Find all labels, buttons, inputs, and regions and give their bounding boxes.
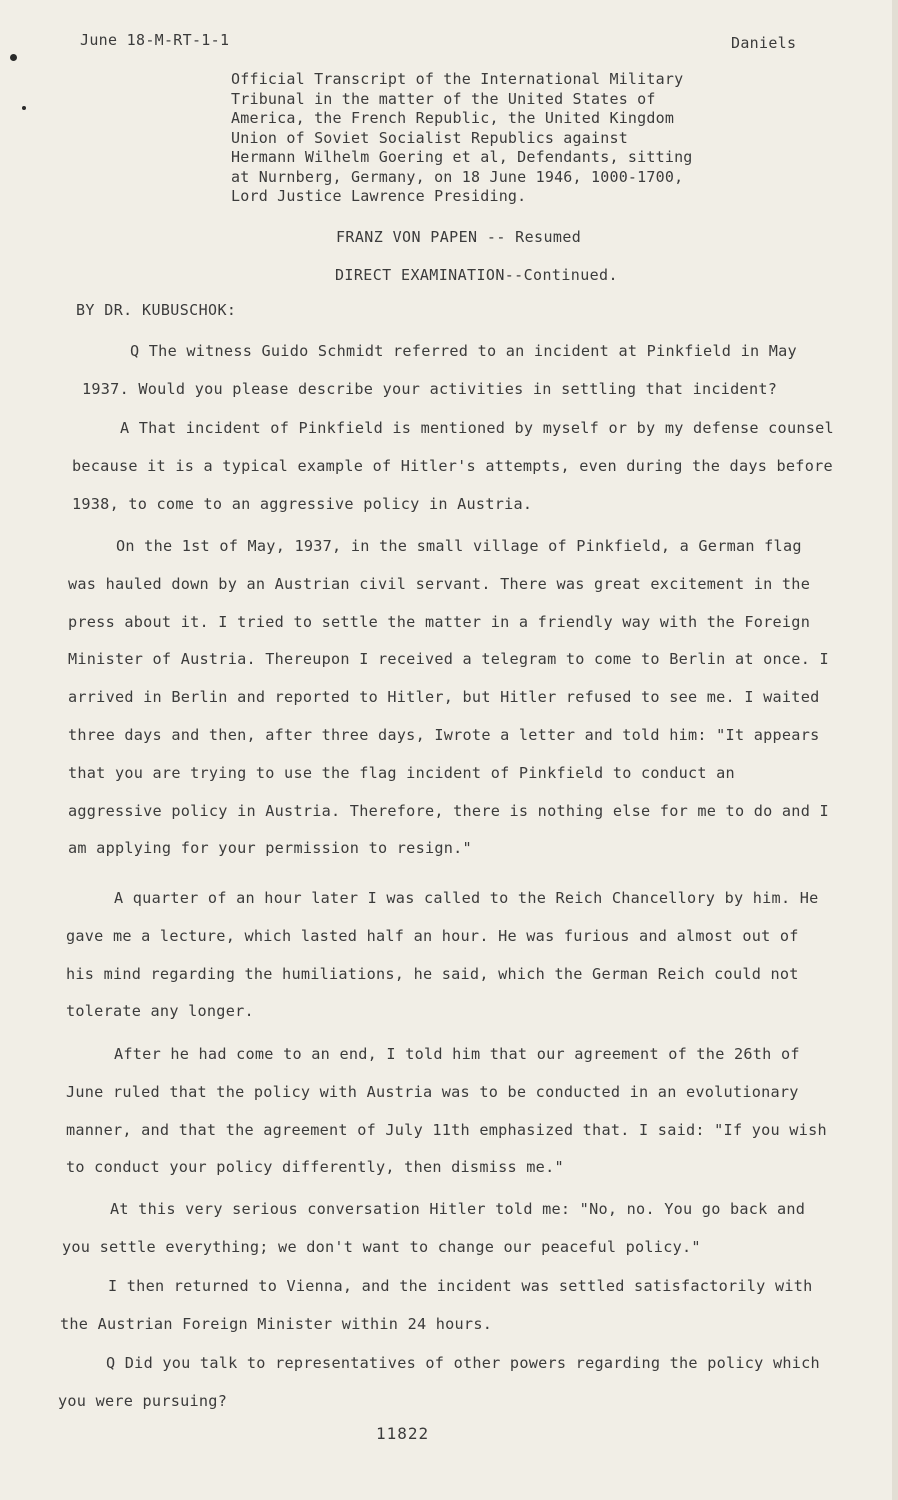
- answer-paragraph: On the 1st of May, 1937, in the small village of Pinkfield, a German flag was hauled down by an Austrian civil servant. There was great excitement in the press about it. I tried to settle the matter in a friendly way with the Foreign Minister of Austria. Thereupon I received a telegram to come to Berlin at once. I arrived in Berlin and reported to Hitler, but Hitler refused to see me. I waited three days and then, after three days, Iwrote a letter and told him: "It appears that you are trying to use the flag incident of Pinkfield to conduct an aggressive policy in Austria. Therefore, there is nothing else for me to do and I am applying for your permission to resign.": [68, 537, 829, 858]
- examiner-line: BY DR. KUBUSCHOK:: [76, 301, 237, 319]
- witness-line: FRANZ VON PAPEN -- Resumed: [336, 228, 582, 246]
- answer-paragraph: A quarter of an hour later I was called to the Reich Chancellory by him. He gave me a lecture, which lasted half an hour. He was furious and almost out of his mind regarding the humiliations, he said, which the German Reich could not tolerate any longer.: [66, 889, 819, 1021]
- question-paragraph: Q The witness Guido Schmidt referred to an incident at Pinkfield in May 1937. Would you please describe your activities in settling that incident?: [82, 342, 797, 398]
- punch-hole: [10, 54, 17, 61]
- question-paragraph: Q Did you talk to representatives of other powers regarding the policy which you were pursuing?: [58, 1354, 820, 1410]
- transcript-caption: Official Transcript of the International Military Tribunal in the matter of the United States of America, the French Republic, the United Kingdom Union of Soviet Socialist Republics against Hermann Wilhelm Goering et al, Defendants, sitting at Nurnberg, Germany, on 18 June 1946, 1000-1700, Lord Justice Lawrence Presiding.: [231, 70, 693, 205]
- page-number: 11822: [376, 1424, 430, 1443]
- answer-paragraph: I then returned to Vienna, and the incident was settled satisfactorily with the Austrian Foreign Minister within 24 hours.: [60, 1277, 813, 1333]
- paper-edge: [892, 0, 898, 1500]
- header-reference: June 18-M-RT-1-1: [80, 31, 230, 49]
- answer-paragraph: After he had come to an end, I told him that our agreement of the 26th of June ruled that the policy with Austria was to be conducted in an evolutionary manner, and that the agreement of July 11th emphasized that. I said: "If you wish to conduct your policy differently, then dismiss me.": [66, 1045, 827, 1177]
- examination-line: DIRECT EXAMINATION--Continued.: [335, 266, 618, 284]
- punch-hole: [22, 106, 26, 110]
- header-reporter: Daniels: [731, 34, 797, 52]
- answer-paragraph: A That incident of Pinkfield is mentioned by myself or by my defense counsel because it is a typical example of Hitler's attempts, even during the days before 1938, to come to an aggressive policy in Austria.: [72, 419, 834, 513]
- answer-paragraph: At this very serious conversation Hitler told me: "No, no. You go back and you settle everything; we don't want to change our peaceful policy.": [62, 1200, 806, 1256]
